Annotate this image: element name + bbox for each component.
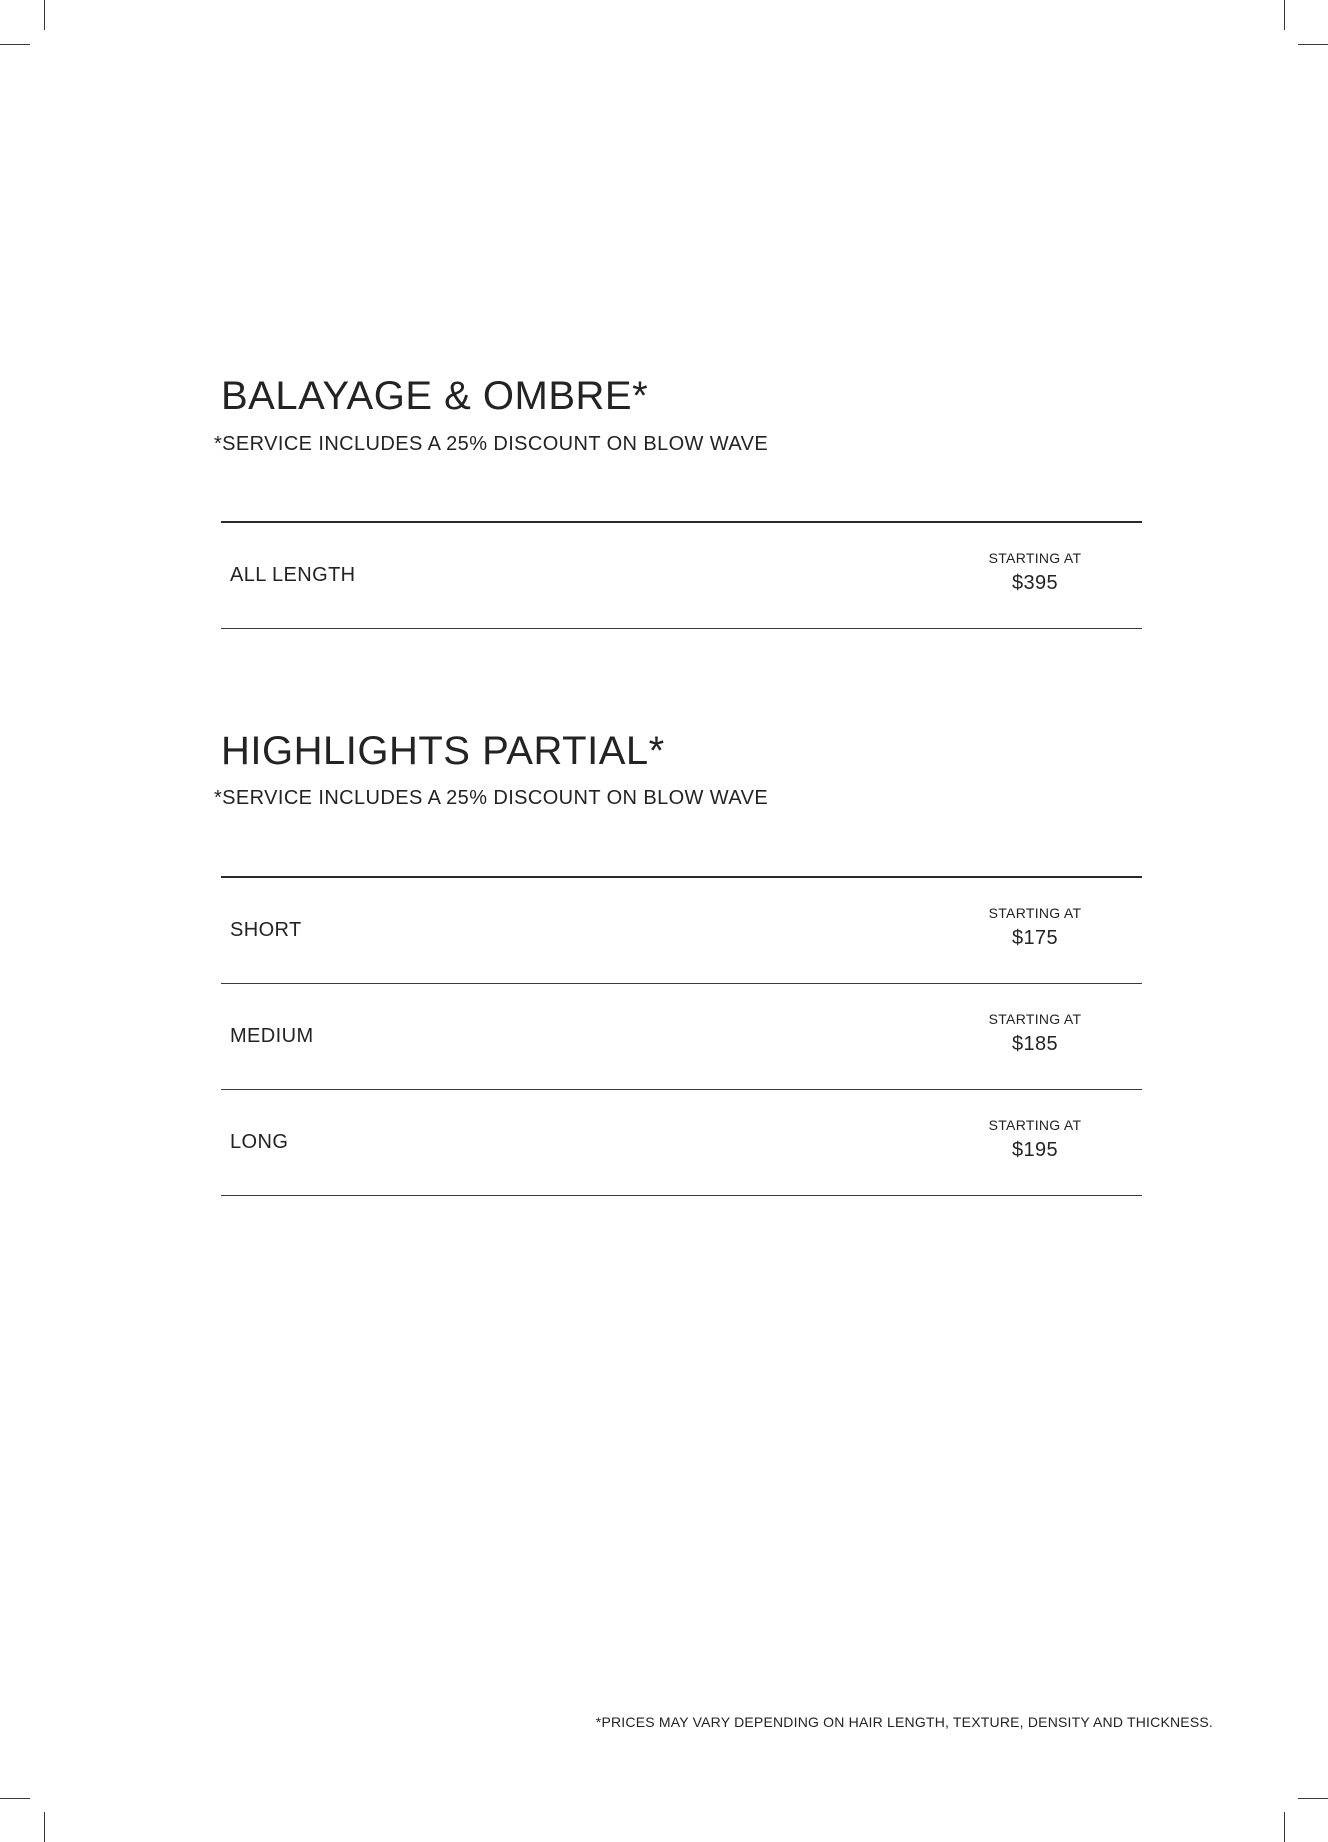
price-value: $395 (1011, 572, 1059, 594)
price-table-highlights (221, 876, 1142, 1196)
price-box (943, 1117, 1127, 1162)
row-label: LONG (230, 1131, 289, 1153)
section-note-highlights: *SERVICE INCLUDES A 25% DISCOUNT ON BLOW WAVE (214, 787, 769, 809)
crop-mark (1298, 1798, 1328, 1799)
row-label: ALL LENGTH (230, 564, 356, 586)
price-row (221, 523, 1142, 629)
price-box (943, 550, 1127, 595)
crop-mark (1298, 44, 1328, 45)
price-prefix: STARTING AT (988, 1011, 1082, 1027)
section-note-balayage: *SERVICE INCLUDES A 25% DISCOUNT ON BLOW WAVE (214, 433, 769, 455)
crop-mark (44, 1812, 45, 1842)
pricing-footnote: *PRICES MAY VARY DEPENDING ON HAIR LENGTH, TEXTURE, DENSITY AND THICKNESS. (595, 1714, 1213, 1730)
price-value: $175 (1011, 927, 1059, 949)
price-row (221, 878, 1142, 984)
crop-mark (0, 44, 30, 45)
price-prefix: STARTING AT (988, 1117, 1082, 1133)
crop-mark (0, 1798, 30, 1799)
row-label: MEDIUM (230, 1025, 314, 1047)
price-value: $185 (1011, 1033, 1059, 1055)
price-box (943, 905, 1127, 950)
price-prefix: STARTING AT (988, 550, 1082, 566)
section-title-balayage: BALAYAGE & OMBRE* (221, 374, 649, 418)
section-title-highlights: HIGHLIGHTS PARTIAL* (221, 729, 665, 773)
price-prefix: STARTING AT (988, 905, 1082, 921)
price-value: $195 (1011, 1139, 1059, 1161)
price-row (221, 1090, 1142, 1196)
price-table-balayage (221, 521, 1142, 629)
price-box (943, 1011, 1127, 1056)
crop-mark (1284, 0, 1285, 30)
crop-mark (44, 0, 45, 30)
price-row (221, 984, 1142, 1090)
crop-mark (1284, 1812, 1285, 1842)
row-label: SHORT (230, 919, 302, 941)
